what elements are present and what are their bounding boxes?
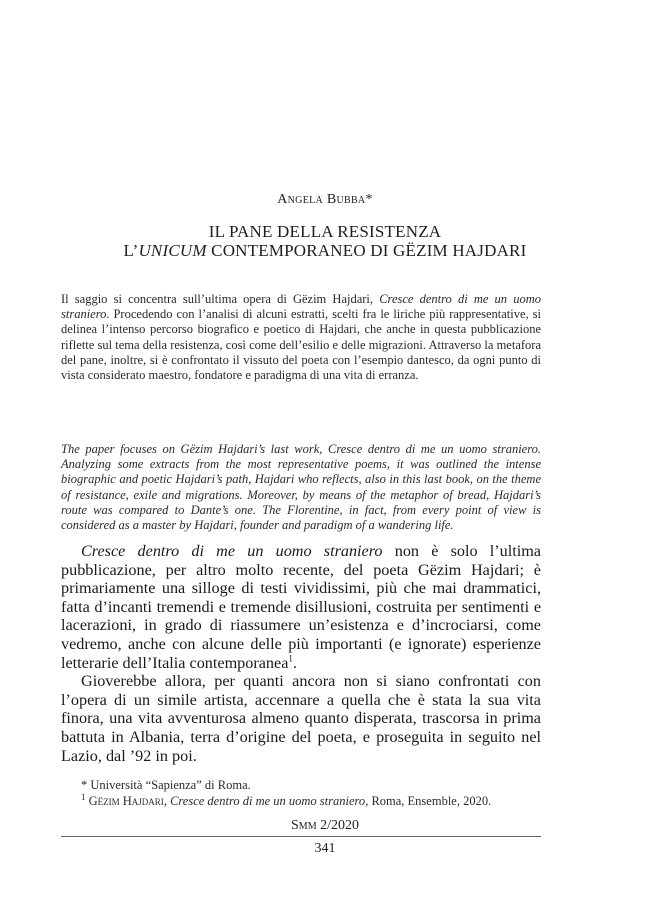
body-paragraph-2: Gioverebbe allora, per quanti ancora non si siano confrontati con l’opera di un simile artista, accennare a quella che è stata la sua vita finora, una vita avventurosa almeno quanto disperata, trascorsa in prima battuta in Albania, terra d’origine del poeta, e proseguita in seguito nel Lazio, dal ’92 in poi. — [61, 672, 541, 765]
footnote-1-mark: 1 — [81, 791, 86, 802]
page-number: 341 — [314, 841, 336, 856]
title-line-2-prefix: L’ — [123, 241, 139, 260]
abstract-it-text-2: . Procedendo con l’analisi di alcuni estratti, scelti fra le liriche più rappresentative, si delinea l’intenso percorso biografico e poetico di Hajdari, che anche in questa pubblicazione riflette sul tema della resistenza, così come dell’esilio e delle migrazioni. Attraverso la metafora del pane, inoltre, si è confrontato il vissuto del poeta con l’esempio dantesco, da ogni punto di vista considerato maestro, fondatore e paradigma di una vita di erranza. — [61, 307, 541, 383]
title-line-2-italic: UNICUM — [138, 241, 207, 260]
footnote-1-sep: , — [163, 794, 171, 808]
abstract-it-book-title: Cresce dentro di me un uomo straniero — [61, 292, 541, 322]
title-line-2-rest: CONTEMPORANEO DI GËZIM HAJDARI — [206, 241, 527, 260]
footnote-1-rest: , Roma, Ensemble, 2020. — [365, 794, 492, 808]
body-paragraph-1 — [61, 542, 541, 672]
footnotes — [61, 777, 541, 809]
author-footnote-mark: * — [365, 192, 373, 207]
footnote-1-author: Gëzim Hajdari — [88, 794, 164, 808]
abstract-english: The paper focuses on Gëzim Hajdari’s last work, Cresce dentro di me un uomo straniero. Analyzing some extracts from the most representative poems, it was outlined the intense biographic and poetic Hajdari’s path, Hajdari who reflects, also in this last book, on the theme of resistance, exile and migrations. Moreover, by means of the metaphor of bread, Hajdari’s route was compared to Dante’s one. The Florentine, in fact, from every point of view is considered as a master by Hajdari, founder and paradigm of a wandering life. — [61, 442, 541, 533]
abstract-it-text-1: Il saggio si concentra sull’ultima opera di Gëzim Hajdari, — [61, 292, 380, 306]
body-paragraph-1-text: non è solo l’ultima pubblicazione, per altro molto recente, del poeta Gëzim Hajdari; è primariamente una silloge di testi vividissimi, più che mai drammatici, fatta d’incanti tremendi e tremende disillusioni, costruita per sentimenti e lacerazioni, in grado di riassumere un’esistenza e d’incrociarsi, come vedremo, anche con alcune delle più importanti (e ignorate) esperienze letterarie dell’Italia contemporanea — [61, 542, 541, 672]
author-text: Angela Bubba — [277, 192, 366, 207]
body-paragraph-1-end: . — [292, 653, 297, 672]
body-book-title: Cresce dentro di me un uomo straniero — [81, 542, 383, 560]
footer-rule — [61, 836, 541, 837]
title-line-1: IL PANE DELLA RESISTENZA — [208, 222, 442, 241]
article-title — [0, 222, 650, 260]
abstract-italian — [61, 292, 541, 383]
journal-name: Smm 2/2020 — [291, 818, 359, 833]
author-name — [0, 192, 650, 208]
footnote-1-title: Cresce dentro di me un uomo straniero — [170, 794, 366, 808]
title-line-2 — [0, 241, 650, 260]
body-text — [61, 542, 541, 765]
footnote-ref-1[interactable]: 1 — [288, 653, 293, 664]
footnote-affiliation — [61, 777, 541, 793]
footnote-star-mark: * — [81, 778, 88, 792]
footnote-1 — [61, 793, 541, 809]
footnote-affiliation-text: Università “Sapienza” di Roma. — [87, 778, 251, 792]
